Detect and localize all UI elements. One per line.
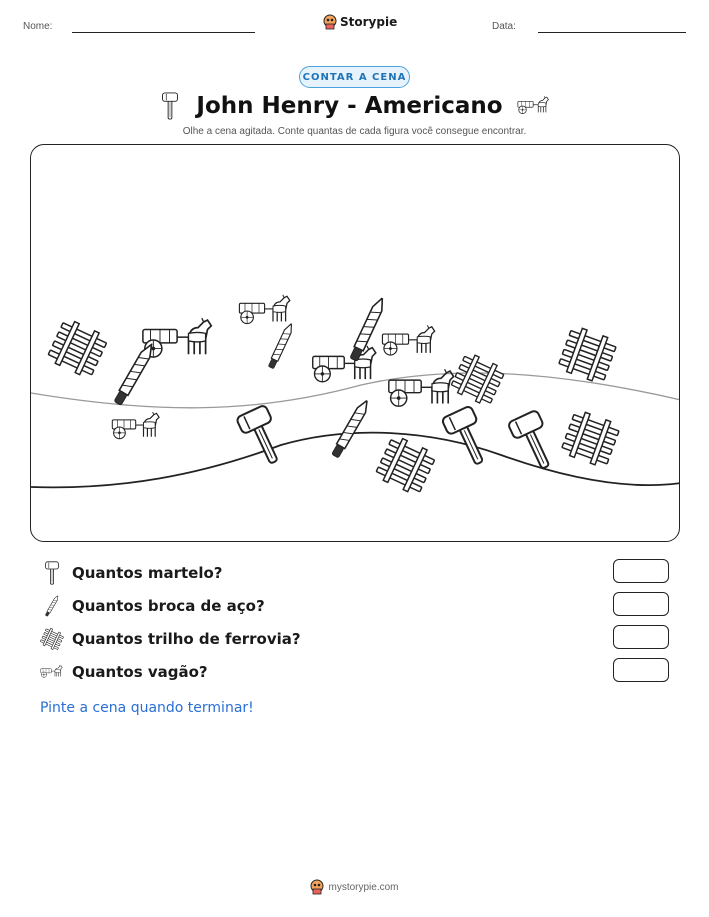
- page-title-wrap: [0, 92, 709, 120]
- footer: [0, 879, 709, 895]
- page-title: John Henry - Americano: [196, 93, 503, 119]
- hammer-item[interactable]: [507, 410, 560, 474]
- counting-scene: [30, 144, 680, 542]
- name-line[interactable]: [72, 32, 255, 33]
- scene-drawing: [31, 145, 680, 542]
- question-row-hammer: [40, 561, 223, 585]
- storypie-mascot-icon: [310, 879, 324, 895]
- answer-box-wagon[interactable]: [613, 658, 669, 682]
- answer-box-rail[interactable]: [613, 625, 669, 649]
- drill-item[interactable]: [113, 342, 156, 406]
- answer-box-hammer[interactable]: [613, 559, 669, 583]
- railroad-track-icon: [36, 623, 68, 655]
- activity-badge: CONTAR A CENA: [299, 66, 410, 88]
- question-label: Quantos vagão?: [72, 663, 208, 681]
- drill-item[interactable]: [268, 322, 295, 369]
- coloring-instruction: Pinte a cena quando terminar!: [40, 700, 254, 716]
- wagon-item[interactable]: [112, 412, 159, 439]
- hammer-item[interactable]: [441, 405, 494, 469]
- storypie-mascot-icon: [323, 14, 337, 30]
- question-row-rail: [40, 627, 301, 651]
- instructions: Olhe a cena agitada. Conte quantas de cada figura você consegue encontrar.: [182, 126, 527, 137]
- horse-wagon-icon: [517, 95, 551, 117]
- rail-item[interactable]: [46, 317, 109, 379]
- horse-wagon-icon: [40, 660, 64, 684]
- wagon-item[interactable]: [313, 346, 376, 382]
- hammer-item[interactable]: [236, 405, 289, 469]
- footer-url[interactable]: mystorypie.com: [328, 881, 399, 893]
- question-row-wagon: [40, 660, 208, 684]
- date-label: Data:: [492, 21, 516, 32]
- date-line[interactable]: [538, 32, 686, 33]
- steel-drill-icon: [36, 590, 69, 623]
- brand-logo: [323, 14, 397, 30]
- answer-box-drill[interactable]: [613, 592, 669, 616]
- rail-item[interactable]: [560, 409, 621, 469]
- wagon-item[interactable]: [389, 369, 454, 406]
- question-label: Quantos broca de aço?: [72, 597, 265, 615]
- hammer-icon: [158, 92, 182, 120]
- rail-item[interactable]: [374, 434, 437, 496]
- wagon-item[interactable]: [382, 325, 434, 355]
- brand-name: Storypie: [340, 15, 398, 29]
- wagon-item[interactable]: [143, 318, 211, 357]
- drill-item[interactable]: [349, 296, 387, 362]
- question-label: Quantos trilho de ferrovia?: [72, 630, 301, 648]
- hammer-icon: [40, 561, 64, 585]
- question-label: Quantos martelo?: [72, 564, 223, 582]
- wagon-item[interactable]: [239, 295, 289, 324]
- name-label: Nome:: [23, 21, 53, 32]
- drill-item[interactable]: [331, 398, 371, 458]
- rail-item[interactable]: [449, 351, 506, 407]
- question-row-drill: [40, 594, 265, 618]
- rail-item[interactable]: [557, 325, 618, 385]
